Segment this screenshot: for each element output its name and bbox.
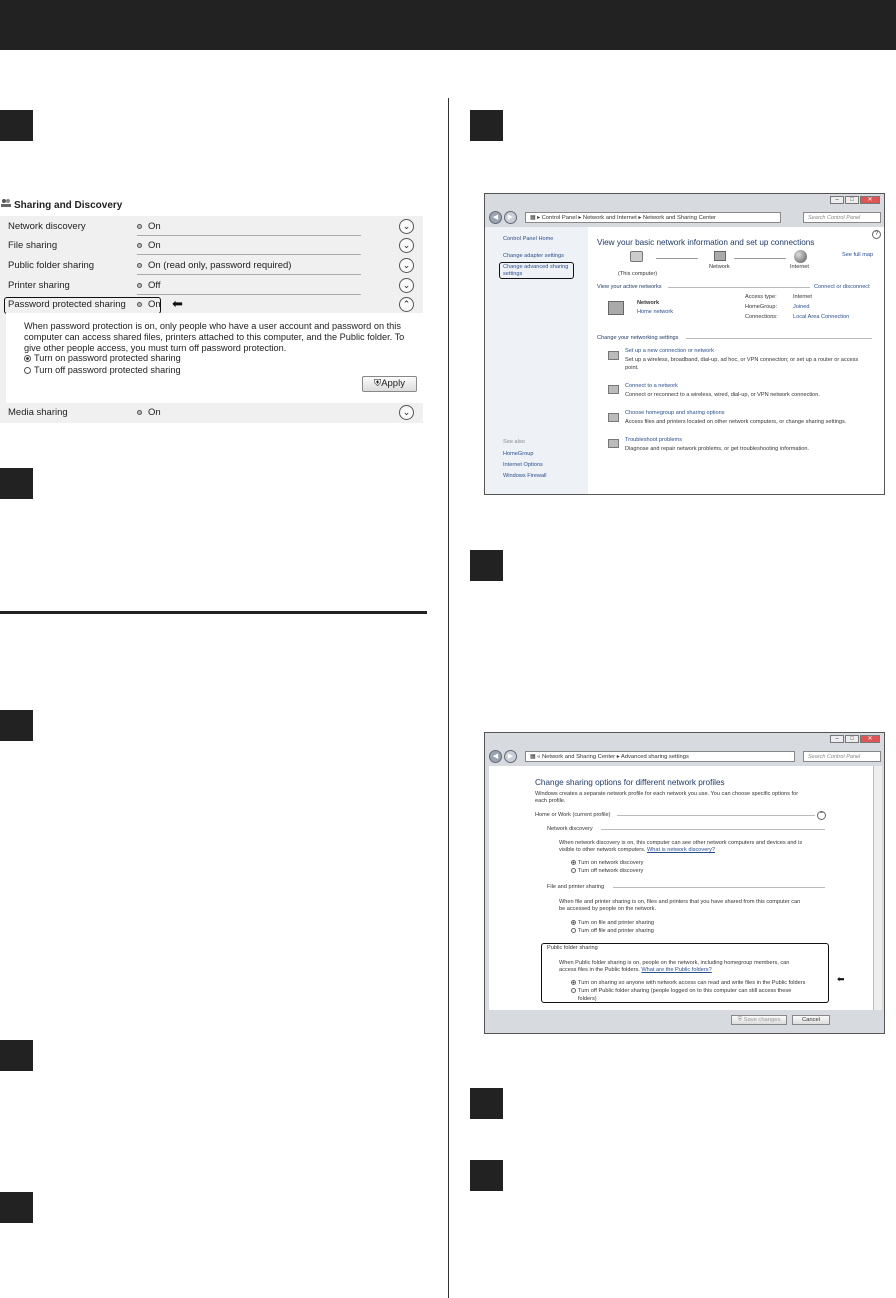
computer-icon [630,251,643,262]
intro-text: each profile. [535,798,566,804]
sidebar-link[interactable]: HomeGroup [503,451,534,457]
cancel-button[interactable] [792,1015,830,1025]
step-box [470,1160,503,1191]
divider [686,338,872,339]
row-value: On [148,407,161,418]
network-label: Network [709,264,730,270]
radio-turn-on-public-sharing[interactable] [571,980,805,986]
access-type-label: Access type: [745,294,777,300]
radio-empty-icon [24,367,31,374]
computer-label: (This computer) [618,271,658,277]
radio-empty-icon [571,868,576,873]
radio-turn-off-password-sharing[interactable] [24,365,404,375]
row-network-discovery[interactable] [0,217,423,236]
sidebar-item-adapter[interactable]: Change adapter settings [503,253,564,259]
breadcrumb-item[interactable]: Advanced sharing settings [620,754,689,760]
task-title[interactable]: Troubleshoot problems [625,437,683,443]
divider [668,287,810,288]
help-icon[interactable]: ? [872,230,881,239]
search-input[interactable] [803,751,881,762]
see-also-heading: See also [503,439,525,445]
row-public-folder-sharing[interactable] [0,256,423,275]
homegroup-label: HomeGroup: [745,304,778,310]
task-desc: Access files and printers located on other network computers, or change sharing settings. [625,419,847,425]
section-title: Network discovery [547,826,593,832]
radio-label-continued: folders) [578,996,597,1002]
panel-title: Sharing and Discovery [14,200,123,211]
breadcrumb-item[interactable]: Network and Internet [582,215,637,221]
radio-selected-icon [571,860,576,865]
step-box [0,468,33,499]
shield-icon: ⛨ [374,378,382,389]
divider [617,815,815,816]
save-changes-button[interactable] [731,1015,787,1025]
connections-value[interactable]: Local Area Connection [793,314,850,320]
radio-label: Turn off network discovery [578,868,644,874]
network-type-link[interactable]: Home network [637,309,674,315]
row-value: On [148,240,161,251]
row-label: Public folder sharing [8,260,95,271]
password-sharing-description: When password protection is on, only people who have a user account and password on this computer can access shared files, printers attached to this computer, and the Public folder. To give other people access, you must turn off password protection. [24,321,405,353]
back-icon[interactable]: ◀ [489,211,502,224]
troubleshoot-icon [608,439,619,448]
home-network-icon [608,301,624,315]
radio-label: Turn on network discovery [578,860,644,866]
breadcrumb-item[interactable]: Network and Sharing Center [541,754,616,760]
status-dot-icon [137,243,142,248]
section-desc: When network discovery is on, this computer can see other network computers and devices and is [559,840,803,846]
divider [137,254,361,255]
status-dot-icon [137,224,142,229]
task-title[interactable]: Connect to a network [625,383,678,389]
section-desc: visible to other network computers. [559,847,646,853]
status-dot-icon [137,410,142,415]
section-desc: access files in the Public folders. [559,967,640,973]
step-box [470,550,503,581]
row-label: Network discovery [8,221,86,232]
highlight-box [541,943,829,1003]
header-bar [0,0,896,50]
row-value: On [148,299,161,310]
close-icon[interactable]: ✕ [860,196,880,204]
window-controls [829,735,880,744]
network-sharing-center-window [484,193,885,495]
section-desc-line2 [559,967,712,973]
maximize-icon[interactable]: □ [845,196,859,204]
maximize-icon[interactable]: □ [845,735,859,743]
cancel-label: Cancel [801,1017,821,1023]
section-desc: When file and printer sharing is on, files and printers that you have shared from this computer can [559,899,801,905]
intro-text: Windows creates a separate network profile for each network you use. You can choose specific options for [535,791,799,797]
new-connection-icon [608,351,619,360]
access-type-value: Internet [793,294,812,300]
radio-empty-icon [571,988,576,993]
radio-turn-off-network-discovery[interactable] [571,868,643,874]
chevron-down-icon[interactable]: ⌄ [399,238,414,253]
connect-network-icon [608,385,619,394]
radio-selected-icon [571,980,576,985]
forward-icon[interactable]: ▶ [504,750,517,763]
scrollbar[interactable] [873,766,882,1010]
homegroup-icon [608,413,619,422]
public-folders-help-link[interactable]: What are the Public folders? [641,967,712,973]
save-label: Save changes [743,1017,781,1023]
chevron-up-icon[interactable]: ⌃ [399,297,414,312]
step-box [0,1040,33,1071]
profile-heading: Home or Work (current profile) [535,812,611,818]
password-sharing-details [6,313,423,403]
connect-disconnect-link[interactable]: Connect or disconnect [814,284,870,290]
radio-turn-off-public-sharing[interactable] [571,988,791,994]
row-value: Off [148,280,161,291]
radio-label: Turn off file and printer sharing [578,928,654,934]
connections-label: Connections: [745,314,778,320]
row-label: Media sharing [8,407,68,418]
chevron-up-icon[interactable]: ⌃ [818,812,825,818]
task-desc: Diagnose and repair network problems, or get troubleshooting information. [625,446,810,452]
sidebar-link[interactable]: Internet Options [503,462,543,468]
chevron-down-icon[interactable]: ⌄ [399,405,414,420]
section-rule [0,611,427,614]
shield-icon: ⛨ [737,1017,742,1023]
row-label: Password protected sharing [8,299,126,310]
divider [613,887,825,888]
divider [601,829,825,830]
task-desc: Connect or reconnect to a wireless, wired, dial-up, or VPN network connection. [625,392,820,398]
row-file-sharing[interactable] [0,236,423,255]
main-content [489,766,873,1010]
chevron-down-icon[interactable]: ⌄ [399,278,414,293]
step-box [470,1088,503,1119]
radio-label: Turn off Public folder sharing (people logged on to this computer can still access these [578,988,792,994]
change-settings-heading: Change your networking settings [597,335,679,341]
radio-selected-icon [571,920,576,925]
connection-line [734,258,786,259]
row-media-sharing[interactable] [0,403,423,422]
breadcrumb-item[interactable]: Control Panel [541,215,577,221]
main-content [588,227,885,495]
section-desc: When Public folder sharing is on, people on the network, including homegroup members, can [559,960,790,966]
sidebar-link[interactable]: Windows Firewall [503,473,547,479]
network-icon [714,251,726,261]
status-dot-icon [137,263,142,268]
radio-empty-icon [571,928,576,933]
pointer-arrow-icon: ⬅ [837,974,845,984]
task-title[interactable]: Set up a new connection or network [625,348,714,354]
network-discovery-help-link[interactable]: What is network discovery? [647,847,716,853]
step-box [0,710,33,741]
chevron-down-icon[interactable]: ⌄ [399,258,414,273]
radio-turn-on-password-sharing[interactable] [24,353,404,363]
minimize-icon[interactable]: – [830,196,844,204]
apply-label: Apply [381,378,405,389]
section-desc: be accessed by people on the network. [559,906,657,912]
task-desc: point. [625,365,639,371]
search-input[interactable] [803,212,881,223]
page-heading: View your basic network information and set up connections [597,238,815,247]
radio-label: Turn off password protected sharing [34,365,181,375]
network-users-icon [0,198,12,208]
apply-button[interactable] [362,376,417,392]
forward-icon[interactable]: ▶ [504,211,517,224]
radio-label: Turn on file and printer sharing [578,920,654,926]
network-name: Network [637,300,660,306]
row-value: On [148,221,161,232]
section-title: File and printer sharing [547,884,605,890]
search-placeholder: Search Control Panel [808,754,861,760]
back-icon[interactable]: ◀ [489,750,502,763]
sidebar [485,227,588,495]
internet-label: Internet [790,264,809,270]
section-desc-line2 [559,847,715,853]
address-bar[interactable]: ▦ ▸ Control Panel ▸ Network and Internet ▸ Network and Sharing Center [525,212,781,223]
row-label: Printer sharing [8,280,70,291]
section-title: Public folder sharing [547,945,598,951]
radio-label: Turn on sharing so anyone with network access can read and write files in the Public folders [578,980,806,986]
folder-icon: ▦ [530,215,536,221]
row-printer-sharing[interactable] [0,276,423,295]
page-heading: Change sharing options for different network profiles [535,778,725,787]
step-box [0,1192,33,1223]
advanced-sharing-window [484,732,885,1034]
row-value: On (read only, password required) [148,260,292,271]
connection-line [656,258,698,259]
window-controls [829,196,880,205]
internet-globe-icon [794,250,807,263]
task-title[interactable]: Choose homegroup and sharing options [625,410,725,416]
highlight-box [4,297,161,314]
sidebar-item-home[interactable]: Control Panel Home [503,236,554,242]
close-icon[interactable]: ✕ [860,735,880,743]
radio-selected-icon [24,355,31,362]
row-label: File sharing [8,240,58,251]
radio-label: Turn on password protected sharing [34,353,181,363]
active-networks-heading: View your active networks [597,284,662,290]
sidebar-item-advanced[interactable]: Change advanced sharing settings [503,264,569,277]
minimize-icon[interactable]: – [830,735,844,743]
column-divider [448,98,449,1298]
radio-turn-on-network-discovery[interactable] [571,860,643,866]
sharing-discovery-panel [0,196,423,423]
step-box [470,110,503,141]
divider [137,274,361,275]
search-placeholder: Search Control Panel [808,215,861,221]
see-full-map-link[interactable]: See full map [842,252,874,258]
pointer-arrow-icon: ⬅ [172,296,183,311]
status-dot-icon [137,283,142,288]
task-desc: Set up a wireless, broadband, dial-up, ad hoc, or VPN connection; or set up a router or access [625,357,859,363]
address-bar[interactable]: ▦ « Network and Sharing Center ▸ Advanced sharing settings [525,751,795,762]
radio-turn-on-file-printer-sharing[interactable] [571,920,654,926]
step-box [0,110,33,141]
folder-icon: ▦ [530,754,536,760]
breadcrumb-item[interactable]: Network and Sharing Center [642,215,716,221]
radio-turn-off-file-printer-sharing[interactable] [571,928,654,934]
highlight-box [499,262,574,279]
chevron-down-icon[interactable]: ⌄ [399,219,414,234]
homegroup-value[interactable]: Joined [793,304,810,310]
